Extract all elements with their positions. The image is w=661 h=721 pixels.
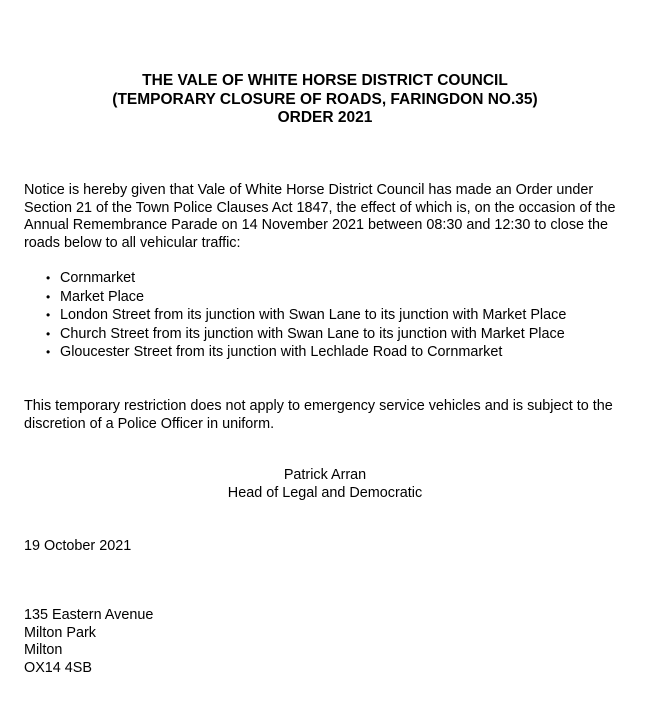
road-name: Market Place — [60, 288, 144, 305]
address-line: Milton — [24, 642, 63, 658]
document-date: 19 October 2021 — [24, 538, 132, 554]
address-postcode: OX14 4SB — [24, 659, 92, 676]
bullet-icon: • — [46, 326, 51, 341]
title-line-order-year: ORDER 2021 — [277, 109, 373, 126]
address-line: 135 Eastern Avenue — [24, 607, 154, 623]
bullet-icon: • — [46, 345, 51, 360]
closed-roads-list — [24, 270, 566, 363]
document-title — [0, 72, 650, 128]
bullet-icon: • — [46, 289, 51, 304]
road-name: Gloucester Street from its junction with Lechlade Road to Cornmarket — [60, 344, 503, 361]
list-item — [24, 326, 566, 345]
road-name: London Street from its junction with Swan Lane to its junction with Market Place — [60, 307, 567, 324]
restriction-paragraph: This temporary restriction does not apply to emergency service vehicles and is subject to the discretion of a Police Officer in uniform. — [24, 398, 613, 432]
notice-paragraph: Notice is hereby given that Vale of White Horse District Council has made an Order under Section 21 of the Town Police Clauses Act 1847, the effect of which is, on the occasion of the Annual Remembrance Parade on 14 November 2021 between 08:30 and 12:30 to close the roads below to all vehicular traffic: — [24, 182, 616, 251]
bullet-icon: • — [46, 271, 51, 285]
signatory-name: Patrick Arran — [283, 467, 367, 483]
title-line-council: THE VALE OF WHITE HORSE DISTRICT COUNCIL — [142, 72, 508, 89]
signature-block — [0, 467, 650, 502]
signatory-role: Head of Legal and Democratic — [227, 484, 423, 501]
address-block — [24, 607, 153, 677]
list-item — [24, 270, 566, 289]
list-item — [24, 307, 566, 326]
title-line-order-name: (TEMPORARY CLOSURE OF ROADS, FARINGDON NO.35) — [112, 90, 538, 108]
road-name: Church Street from its junction with Swan Lane to its junction with Market Place — [60, 325, 565, 342]
list-item — [24, 344, 566, 363]
road-name: Cornmarket — [60, 270, 136, 286]
bullet-icon: • — [46, 308, 51, 323]
address-line: Milton Park — [24, 624, 96, 641]
list-item — [24, 289, 566, 308]
